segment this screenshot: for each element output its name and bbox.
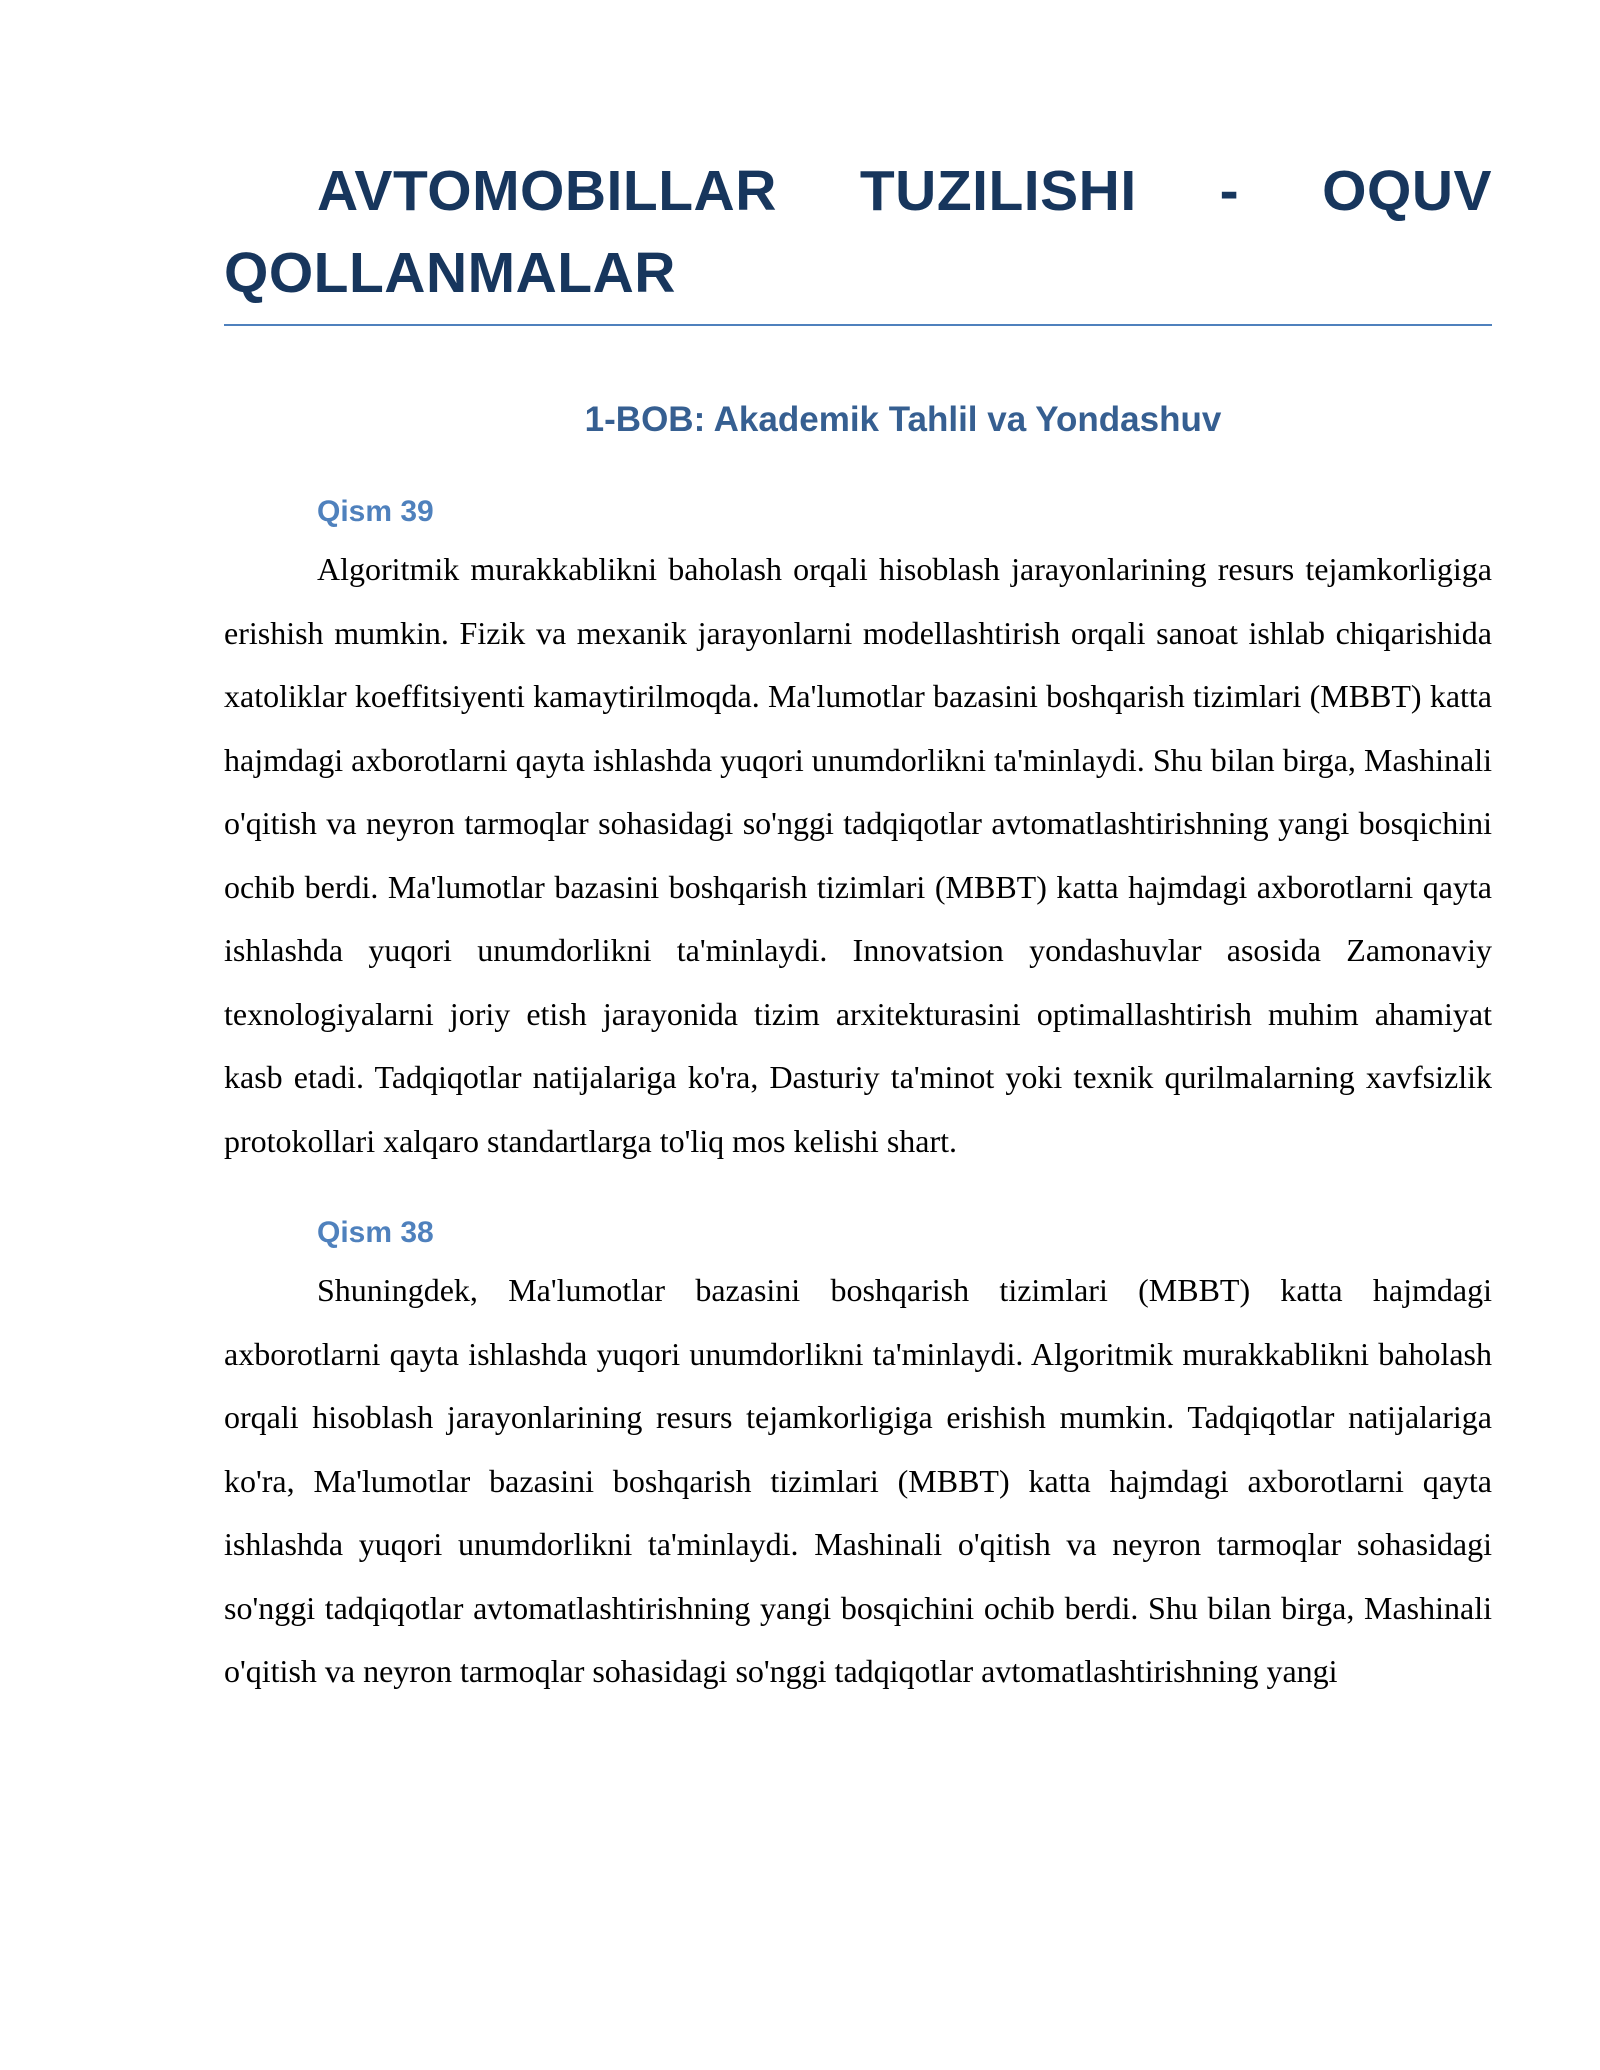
section-body-paragraph: Shuningdek, Ma'lumotlar bazasini boshqarish tizimlari (MBBT) katta hajmdagi axborotlarni qayta ishlashda yuqori unumdorlikni ta'minlaydi. Algoritmik murakkablikni baholash orqali hisoblash jarayonlarining resurs tejamkorligiga erishish mumkin. Tadqiqotlar natijalariga ko'ra, Ma'lumotlar bazasini boshqarish tizimlari (MBBT) katta hajmdagi axborotlarni qayta ishlashda yuqori unumdorlikni ta'minlaydi. Mashinali o'qitish va neyron tarmoqlar sohasidagi so'nggi tadqiqotlar avtomatlashtirishning yangi bosqichini ochib berdi. Shu bilan birga, Mashinali o'qitish va neyron tarmoqlar sohasidagi so'nggi tadqiqotlar avtomatlashtirishning yangi <box>224 1272 1492 1689</box>
section-body-paragraph: Algoritmik murakkablikni baholash orqali hisoblash jarayonlarining resurs tejamkorligiga erishish mumkin. Fizik va mexanik jarayonlarni modellashtirish orqali sanoat ishlab chiqarishida xatoliklar koeffitsiyenti kamaytirilmoqda. Ma'lumotlar bazasini boshqarish tizimlari (MBBT) katta hajmdagi axborotlarni qayta ishlashda yuqori unumdorlikni ta'minlaydi. Shu bilan birga, Mashinali o'qitish va neyron tarmoqlar sohasidagi so'nggi tadqiqotlar avtomatlashtirishning yangi bosqichini ochib berdi. Ma'lumotlar bazasini boshqarish tizimlari (MBBT) katta hajmdagi axborotlarni qayta ishlashda yuqori unumdorlikni ta'minlaydi. Innovatsion yondashuvlar asosida Zamonaviy texnologiyalarni joriy etish jarayonida tizim arxitekturasini optimallashtirish muhim ahamiyat kasb etadi. Tadqiqotlar natijalariga ko'ra, Dasturiy ta'minot yoki texnik qurilmalarning xavfsizlik protokollari xalqaro standartlarga to'liq mos kelishi shart. <box>224 551 1492 1159</box>
section-qism-39 <box>224 490 1492 1173</box>
chapter-heading: 1-BOB: Akademik Tahlil va Yondashuv <box>584 400 1222 439</box>
section-heading: Qism 38 <box>317 1216 434 1249</box>
section-heading: Qism 39 <box>317 495 434 528</box>
page-content <box>224 150 1492 1704</box>
document-title: AVTOMOBILLAR TUZILISHI - OQUV QOLLANMALAR <box>224 150 1492 326</box>
section-qism-38 <box>224 1211 1492 1704</box>
